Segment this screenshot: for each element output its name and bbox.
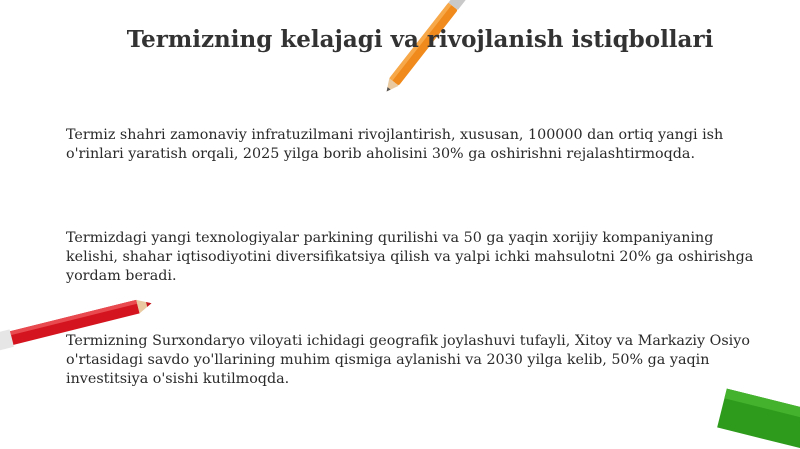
paragraph-population-plan: Termiz shahri zamonaviy infratuzilmani rivojlantirish, xususan, 100000 dan ortiq yangi ish o'rinlari yaratish orqali, 2025 yilga borib aholisini 30% ga oshirishni rejalashtirmoqda. xyxy=(66,127,724,162)
slide-title: Termizning kelajagi va rivojlanish istiqbollari xyxy=(126,26,714,53)
paragraph-tech-park: Termizdagi yangi texnologiyalar parkining qurilishi va 50 ga yaqin xorijiy kompaniyaning kelishi, shahar iqtisodiyotini diversifikatsiya qilish va yalpi ichki mahsulotni 20% ga oshirishga yordam beradi. xyxy=(66,230,754,284)
paragraph-trade-routes: Termizning Surxondaryo viloyati ichidagi geografik joylashuvi tufayli, Xitoy va Markaziy Osiyo o'rtasidagi savdo yo'llarining muhim qismiga aylanishi va 2030 yilga kelib, 50% ga yaqin investitsiya o'sishi kutilmoqda. xyxy=(66,333,750,387)
